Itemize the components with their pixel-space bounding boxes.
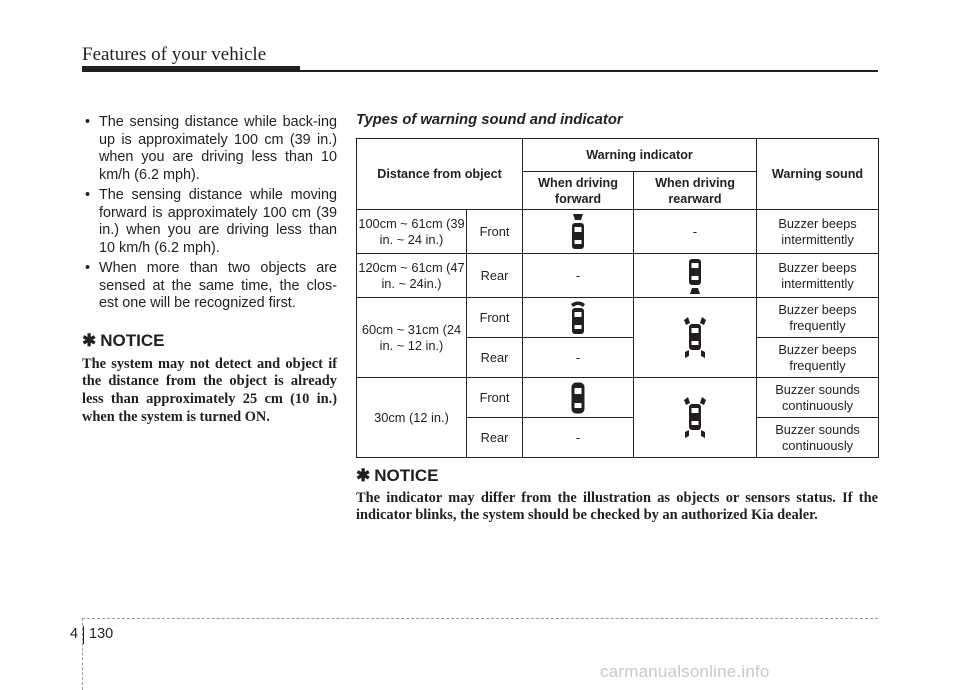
side-cell: Rear (467, 418, 523, 458)
car-front-warning-icon (567, 300, 589, 336)
notice-heading (356, 466, 878, 486)
header-rearward: When driving rearward (634, 172, 757, 210)
header-line (300, 70, 878, 72)
car-rear-warning-icon (680, 396, 710, 440)
notice-text: The indicator may differ from the illustration as objects or sensors status. If the indicator blinks, the system should be checked by an authorized Kia dealer. (356, 490, 878, 523)
forward-indicator-cell: - (523, 338, 634, 378)
rearward-indicator-cell (634, 378, 757, 458)
header-bar (82, 66, 300, 72)
watermark: carmanualsonline.info (600, 662, 770, 681)
header-sound: Warning sound (757, 139, 879, 210)
notice-text: The system may not detect and object if the distance from the object is already less than approximately 25 cm (10 in.) when the system is turned ON. (82, 355, 337, 425)
car-front-warning-icon (568, 213, 588, 251)
rearward-indicator-cell (634, 298, 757, 378)
bullet-list (82, 114, 337, 313)
sound-cell: Buzzer sounds continuously (757, 378, 879, 418)
footer-line (82, 618, 878, 619)
distance-cell: 100cm ~ 61cm (39 in. ~ 24 in.) (357, 210, 467, 254)
page-separator (83, 626, 84, 644)
header-forward: When driving forward (523, 172, 634, 210)
header-distance: Distance from object (357, 139, 523, 210)
sound-cell: Buzzer beeps intermittently (757, 210, 879, 254)
notice-title: NOTICE (374, 466, 439, 485)
page-number: 130 (89, 626, 114, 642)
star-icon: ✱ (82, 330, 97, 350)
bullet-item: • The sensing distance while moving forward is approximately 100 cm (39 in.) when you are driving less than 10 km/h (6.2 mph). (82, 187, 337, 257)
side-cell: Rear (467, 254, 523, 298)
bullet-item: • The sensing distance while back-ing up is approximately 100 cm (39 in.) when you are driving less than 10 km/h (6.2 mph). (82, 114, 337, 184)
side-cell: Front (467, 210, 523, 254)
sound-cell: Buzzer beeps frequently (757, 338, 879, 378)
forward-indicator-cell (523, 378, 634, 418)
car-front-warning-icon (567, 381, 589, 415)
header-indicator: Warning indicator (523, 139, 757, 172)
distance-cell: 30cm (12 in.) (357, 378, 467, 458)
distance-cell: 60cm ~ 31cm (24 in. ~ 12 in.) (357, 298, 467, 378)
table-row (357, 210, 879, 254)
forward-indicator-cell: - (523, 418, 634, 458)
rearward-indicator-cell (634, 254, 757, 298)
distance-cell: 120cm ~ 61cm (47 in. ~ 24in.) (357, 254, 467, 298)
star-icon: ✱ (356, 466, 371, 485)
bullet-item: • When more than two objects are sensed at the same time, the clos-est one will be recognized first. (82, 260, 337, 313)
right-column (356, 112, 878, 524)
side-cell: Rear (467, 338, 523, 378)
header-title: Features of your vehicle (82, 44, 267, 65)
warning-table (356, 138, 879, 458)
car-rear-warning-icon (685, 257, 705, 295)
notice-title: NOTICE (100, 330, 165, 350)
forward-indicator-cell: - (523, 254, 634, 298)
sound-cell: Buzzer beeps intermittently (757, 254, 879, 298)
chapter-number: 4 (70, 626, 79, 642)
table-row (357, 378, 879, 418)
section-title: Types of warning sound and indicator (356, 112, 623, 128)
notice-heading (82, 331, 337, 351)
rearward-indicator-cell: - (634, 210, 757, 254)
side-cell: Front (467, 298, 523, 338)
sound-cell: Buzzer beeps frequently (757, 298, 879, 338)
table-row (357, 298, 879, 338)
left-column (82, 114, 337, 427)
table-row (357, 254, 879, 298)
sound-cell: Buzzer sounds continuously (757, 418, 879, 458)
forward-indicator-cell (523, 210, 634, 254)
side-cell: Front (467, 378, 523, 418)
forward-indicator-cell (523, 298, 634, 338)
car-rear-warning-icon (680, 316, 710, 360)
